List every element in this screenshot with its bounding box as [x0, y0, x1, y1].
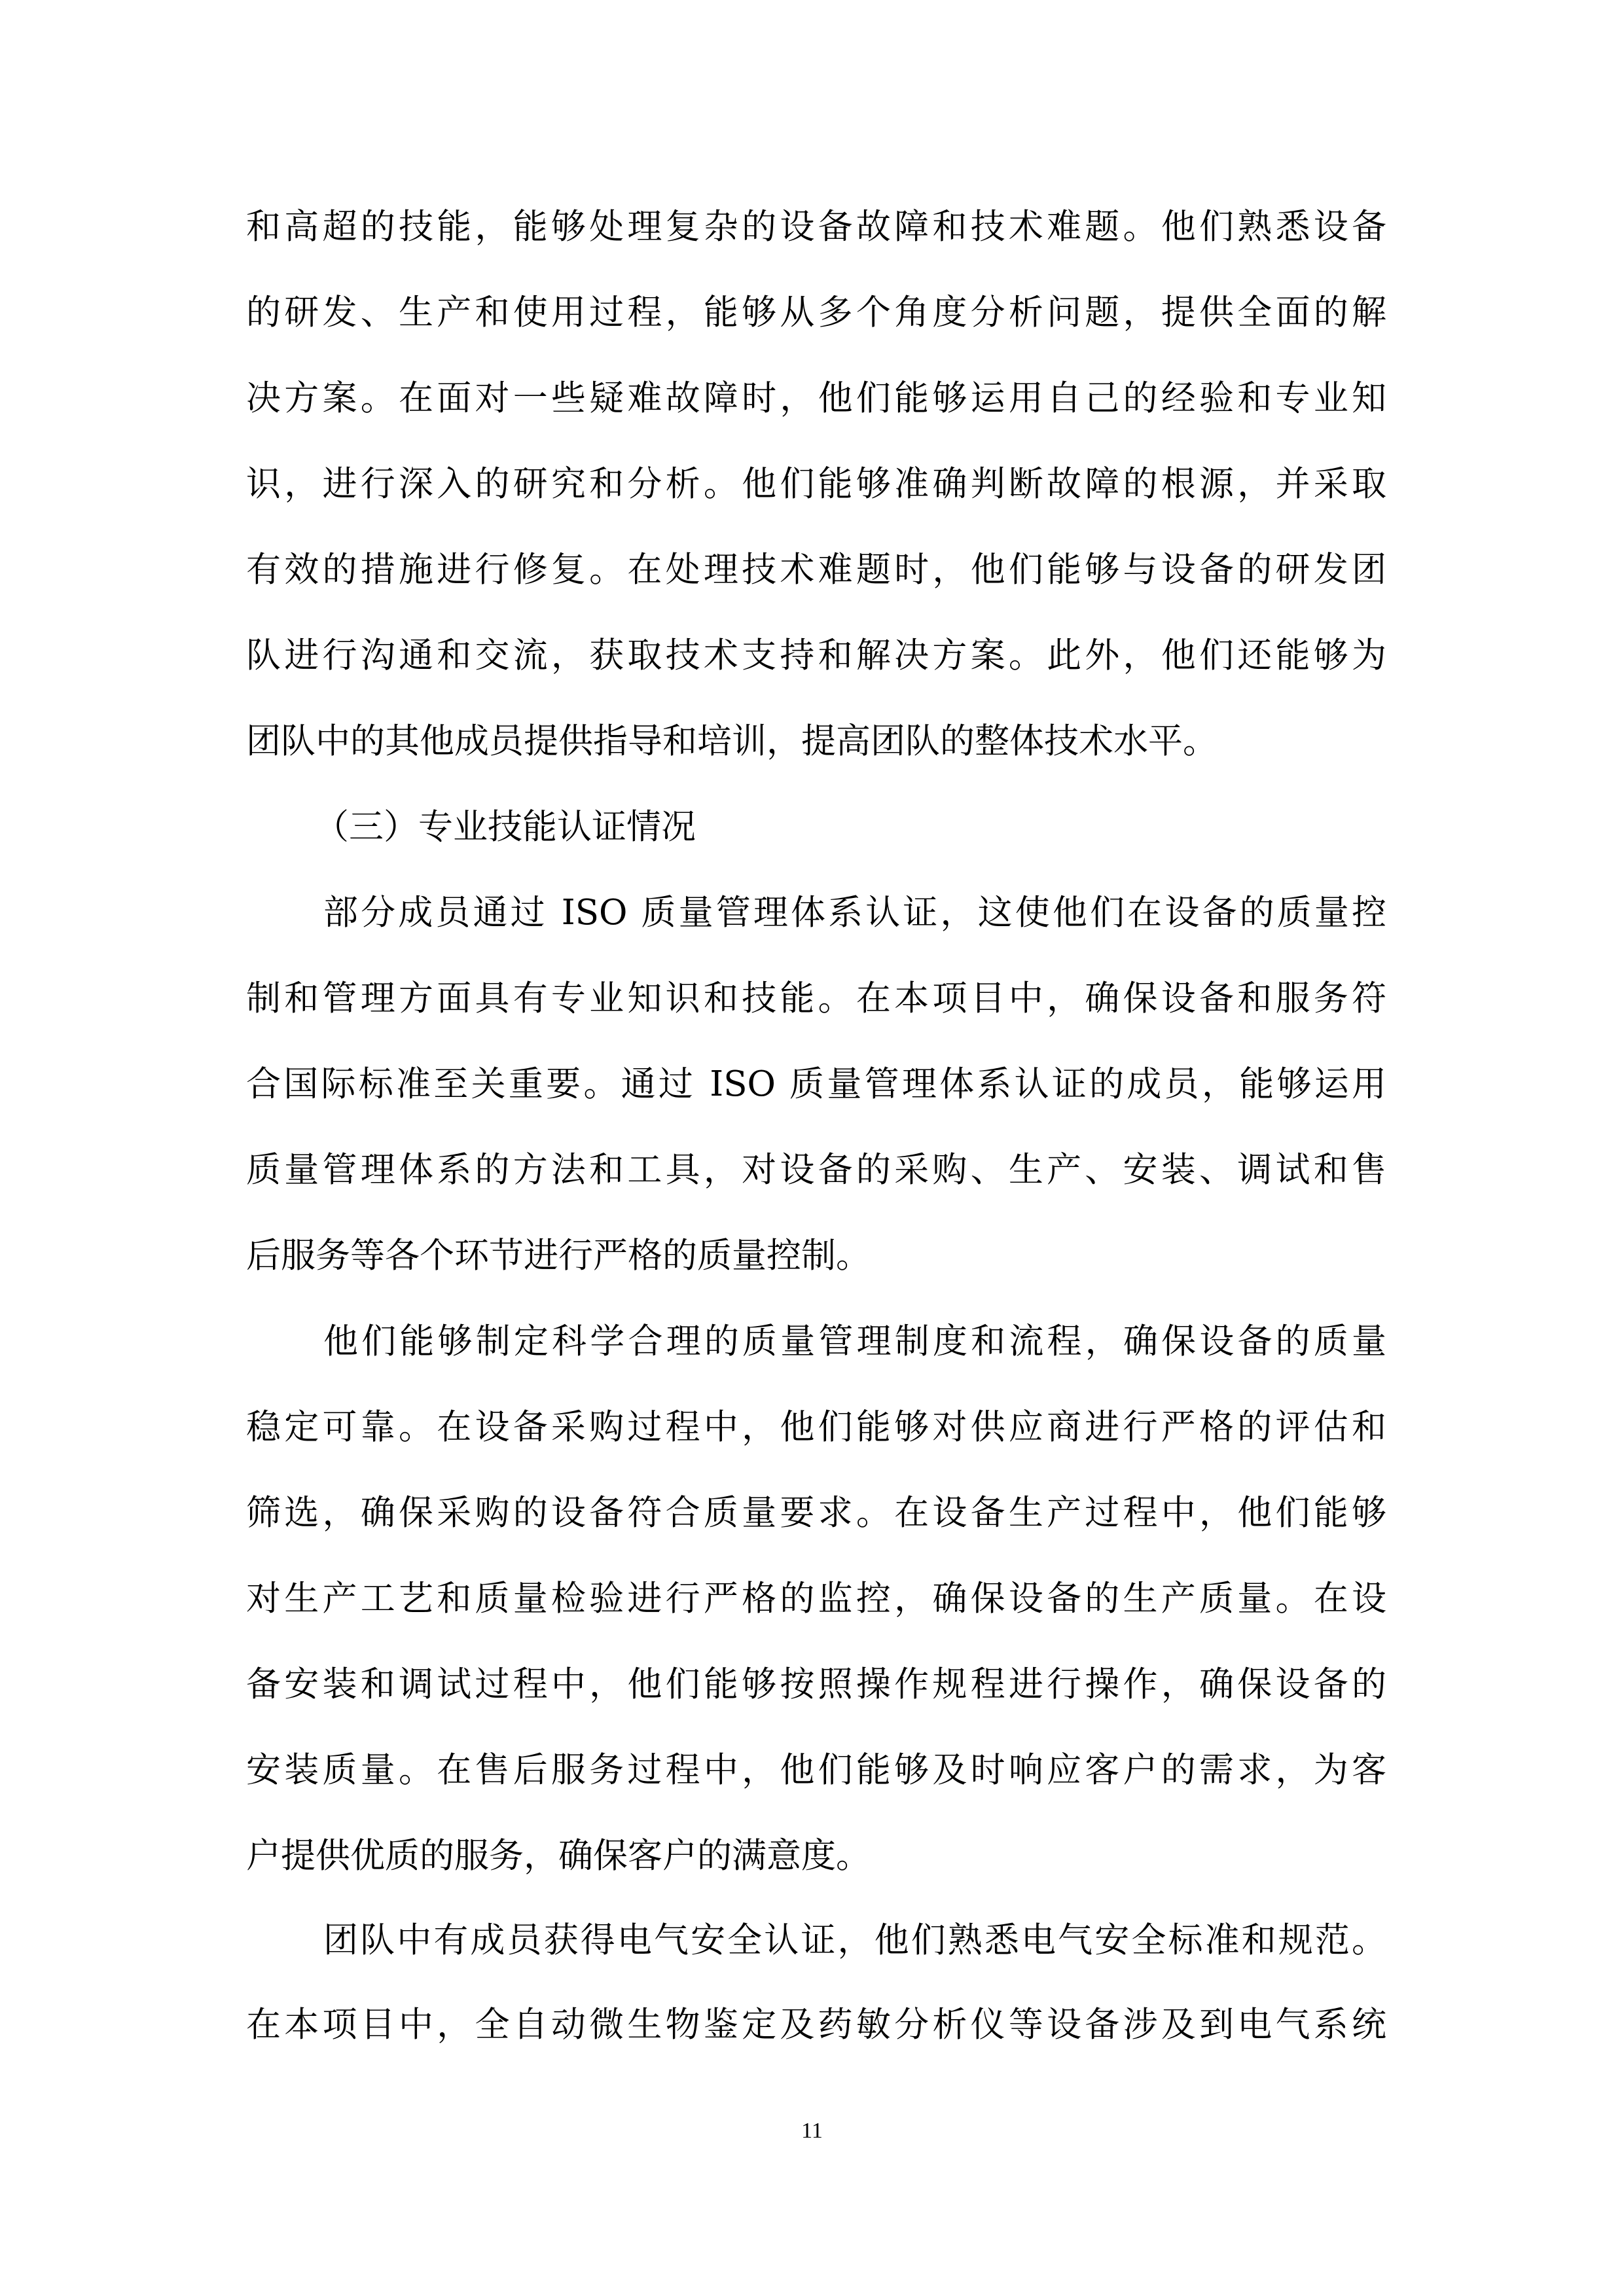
paragraph-3-line-2: 稳定可靠。在设备采购过程中，他们能够对供应商进行严格的评估和	[246, 1407, 1386, 1447]
paragraph-3-line-7: 户提供优质的服务，确保客户的满意度。	[246, 1836, 871, 1876]
paragraph-2-line-3: 合国际标准至关重要。通过 ISO 质量管理体系认证的成员，能够运用	[246, 1064, 1386, 1104]
section-heading: （三）专业技能认证情况	[314, 807, 696, 847]
paragraph-2-line-5: 后服务等各个环节进行严格的质量控制。	[246, 1236, 871, 1276]
paragraph-1-line-7: 团队中的其他成员提供指导和培训，提高团队的整体技术水平。	[246, 721, 1218, 761]
paragraph-3-line-4: 对生产工艺和质量检验进行严格的监控，确保设备的生产质量。在设	[246, 1579, 1386, 1619]
paragraph-3-line-6: 安装质量。在售后服务过程中，他们能够及时响应客户的需求，为客	[246, 1750, 1386, 1790]
paragraph-1-line-2: 的研发、生产和使用过程，能够从多个角度分析问题，提供全面的解	[246, 293, 1386, 332]
paragraph-3-line-5: 备安装和调试过程中，他们能够按照操作规程进行操作，确保设备的	[246, 1664, 1386, 1704]
paragraph-3-line-1: 他们能够制定科学合理的质量管理制度和流程，确保设备的质量	[323, 1321, 1386, 1361]
page-number: 11	[801, 2119, 823, 2143]
paragraph-2-line-4: 质量管理体系的方法和工具，对设备的采购、生产、安装、调试和售	[246, 1150, 1386, 1190]
paragraph-1-line-3: 决方案。在面对一些疑难故障时，他们能够运用自己的经验和专业知	[246, 378, 1386, 418]
paragraph-4-line-2: 在本项目中，全自动微生物鉴定及药敏分析仪等设备涉及到电气系统	[246, 2005, 1386, 2045]
paragraph-4-line-1: 团队中有成员获得电气安全认证，他们熟悉电气安全标准和规范。	[323, 1920, 1386, 1960]
paragraph-3-line-3: 筛选，确保采购的设备符合质量要求。在设备生产过程中，他们能够	[246, 1493, 1386, 1533]
paragraph-2-line-2: 制和管理方面具有专业知识和技能。在本项目中，确保设备和服务符	[246, 978, 1386, 1018]
paragraph-1-line-6: 队进行沟通和交流，获取技术支持和解决方案。此外，他们还能够为	[246, 636, 1386, 675]
paragraph-2-line-1: 部分成员通过 ISO 质量管理体系认证，这使他们在设备的质量控	[323, 893, 1386, 933]
paragraph-1-line-5: 有效的措施进行修复。在处理技术难题时，他们能够与设备的研发团	[246, 550, 1386, 590]
paragraph-1-line-4: 识，进行深入的研究和分析。他们能够准确判断故障的根源，并采取	[246, 464, 1386, 504]
paragraph-1-line-1: 和高超的技能，能够处理复杂的设备故障和技术难题。他们熟悉设备	[246, 207, 1386, 247]
